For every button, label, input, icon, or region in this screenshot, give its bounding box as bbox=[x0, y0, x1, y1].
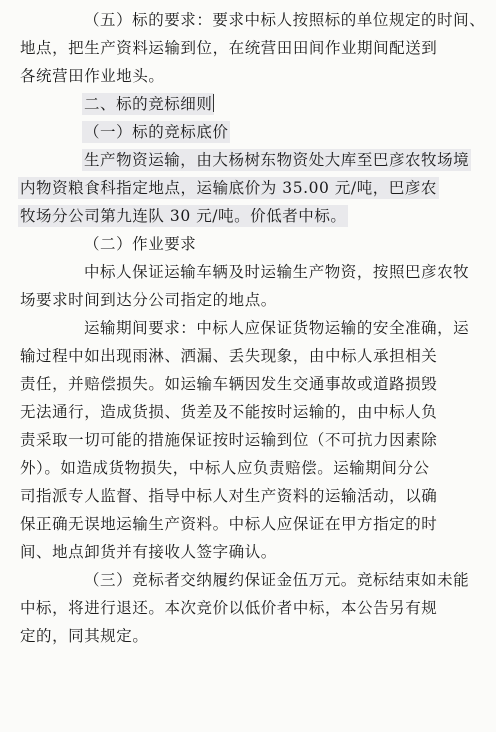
text-line: 场要求时间到达分公司指定的地点。 bbox=[20, 291, 277, 309]
text-line: 输过程中如出现雨淋、洒漏、丢失现象，由中标人承担相关 bbox=[20, 347, 438, 365]
highlighted-text: 牧场分公司第九连队 30 元/吨。价低者中标。 bbox=[20, 207, 347, 225]
text-line: 间、地点卸货并有接收人签字确认。 bbox=[20, 543, 277, 561]
heading-text: （一）标的竞标底价 bbox=[84, 123, 229, 141]
text-line: （五）标的要求：要求中标人按照标的单位规定的时间、 bbox=[84, 11, 486, 29]
text-line: 中标，将进行退还。本次竞价以低价者中标，本公告另有规 bbox=[20, 599, 438, 617]
text-cursor bbox=[213, 94, 214, 112]
document-page bbox=[20, 8, 486, 652]
subsection-heading bbox=[20, 120, 478, 148]
heading-text: 二、标的竞标细则 bbox=[84, 95, 213, 113]
section-heading bbox=[20, 92, 478, 120]
text-line: 外）。如造成货物损失，中标人应负责赔偿。运输期间分公 bbox=[20, 459, 430, 477]
paragraph-base-price bbox=[20, 148, 478, 232]
paragraph-requirements bbox=[20, 8, 486, 92]
text-line: 各统营田作业地头。 bbox=[20, 67, 165, 85]
paragraph-transport-requirements bbox=[20, 316, 478, 568]
highlighted-text: 生产物资运输，由大杨树东物资处大库至巴彦农牧场境 bbox=[84, 151, 470, 169]
text-line: 保正确无误地运输生产资料。中标人应保证在甲方指定的时 bbox=[20, 515, 438, 533]
text-line bbox=[20, 204, 478, 232]
text-line: 定的，同其规定。 bbox=[20, 627, 149, 645]
text-line: （三）竞标者交纳履约保证金伍万元。竞标结束如未能 bbox=[84, 571, 470, 589]
text-line: 责采取一切可能的措施保证按时运输到位（不可抗力因素除 bbox=[20, 431, 438, 449]
highlighted-text: 内物资粮食科指定地点，运输底价为 35.00 元/吨，巴彦农 bbox=[20, 179, 437, 197]
text-line: 中标人保证运输车辆及时运输生产物资，按照巴彦农牧 bbox=[84, 263, 470, 281]
text-line: 运输期间要求：中标人应保证货物运输的安全准确，运 bbox=[84, 319, 470, 337]
text-line: 地点，把生产资料运输到位，在统营田田间作业期间配送到 bbox=[20, 39, 438, 57]
text-line: 责任，并赔偿损失。如运输车辆因发生交通事故或道路损毁 bbox=[20, 375, 438, 393]
text-line: 司指派专人监督、指导中标人对生产资料的运输活动，以确 bbox=[20, 487, 438, 505]
paragraph-deposit bbox=[20, 568, 478, 652]
text-line bbox=[20, 176, 478, 204]
paragraph-work-requirements bbox=[20, 260, 478, 316]
text-line: 无法通行，造成货损、货差及不能按时运输的，由中标人负 bbox=[20, 403, 438, 421]
subsection-heading: （二）作业要求 bbox=[84, 235, 197, 253]
text-line bbox=[20, 148, 478, 176]
